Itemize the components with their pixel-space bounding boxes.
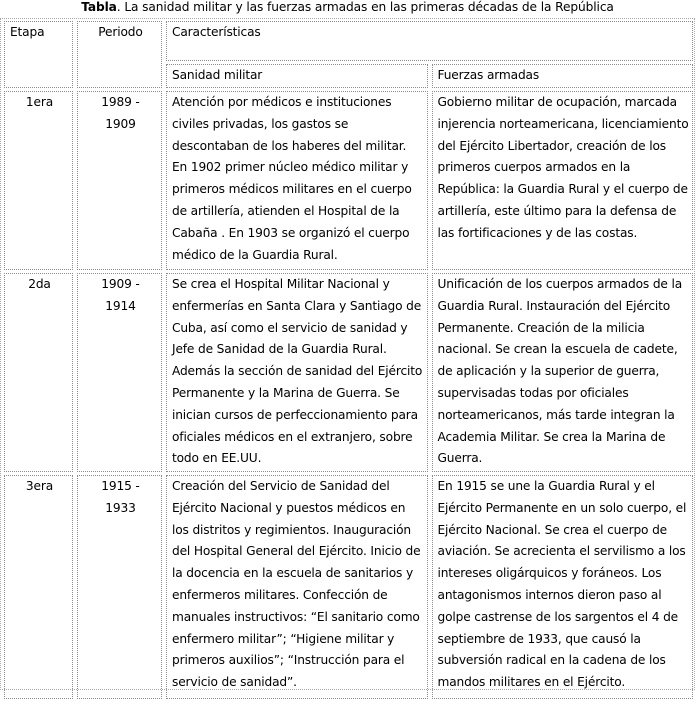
table-row [4,91,693,270]
fuerzas-armadas-text: En 1915 se une la Guardia Rural y el Ejército Permanente en un solo cuerpo, el Ejército Nacional. Se crea el cuerpo de aviación. Se acrecienta el servilismo a los intereses oligárquicos y foráneos. Los antagonismos internos dieron paso al golpe castrense de los sargentos el 4 de septiembre de 1933, que causó la subversión radical en la cadena de los mandos militares en el Ejército. [437,479,687,690]
header-caracteristicas-label: Características [172,25,261,39]
periodo-start: 1989 - [101,95,140,109]
data-table [0,18,695,702]
header-periodo [77,21,162,88]
cell-etapa [4,273,73,472]
sanidad-militar-text: Atención por médicos e instituciones civiles privadas, los gastos se descontaban de los haberes del militar. En 1902 primer núcleo médico militar y primeros médicos militares en el cuerpo de artillería, atienden el Hospital de la Cabaña . En 1903 se organizó el cuerpo médico de la Guardia Rural. [172,95,412,262]
cell-sanidad-militar [166,91,428,270]
sanidad-militar-text: Se crea el Hospital Militar Nacional y enfermerías en Santa Clara y Santiago de Cuba, así como el servicio de sanidad y Jefe de Sanidad de la Guardia Rural. Además la sección de sanidad del Ejército Permanente y la Marina de Guerra. Se inician cursos de perfeccionamiento para oficiales médicos en el extranjero, sobre todo en EE.UU. [172,277,423,466]
cell-sanidad-militar [166,475,428,699]
periodo-end: 1909 [105,116,136,131]
cell-periodo [77,475,162,699]
cell-sanidad-militar [166,273,428,472]
periodo-end: 1914 [105,298,136,313]
header-sanidad-militar-label: Sanidad militar [172,68,263,82]
etapa-value: 2da [28,277,51,291]
fuerzas-armadas-text: Gobierno militar de ocupación, marcada injerencia norteamericana, licenciamiento del Ejército Libertador, creación de los primeros cuerpos armados en la República: la Guardia Rural y el cuerpo de artillería, este último para la defensa de las fortificaciones y de las costas. [437,95,689,240]
header-etapa [4,21,73,88]
table-row [4,475,693,699]
fuerzas-armadas-text: Unificación de los cuerpos armados de la Guardia Rural. Instauración del Ejército Permanente. Creación de la milicia nacional. Se crean la escuela de cadete, de aplicación y la superior de guerra, supervisadas todas por oficiales norteamericanos, más tarde integran la Academia Militar. Se crea la Marina de Guerra. [437,277,683,466]
header-sanidad-militar [166,64,428,88]
header-fuerzas-armadas-label: Fuerzas armadas [437,68,540,82]
header-row [4,21,693,61]
cell-periodo [77,273,162,472]
header-caracteristicas [166,21,693,61]
cell-fuerzas-armadas [432,475,694,699]
caption-text: . La sanidad militar y las fuerzas armadas en las primeras décadas de la República [116,0,614,14]
periodo-start: 1909 - [101,277,140,291]
table-row [4,273,693,472]
etapa-value: 1era [25,95,54,109]
cell-fuerzas-armadas [432,273,694,472]
etapa-value: 3era [25,479,54,493]
cell-fuerzas-armadas [432,91,694,270]
header-fuerzas-armadas [432,64,694,88]
caption-label: Tabla [81,0,117,14]
cell-etapa [4,91,73,270]
periodo-start: 1915 - [101,479,140,493]
cell-etapa [4,475,73,699]
cell-periodo [77,91,162,270]
table-caption [0,0,695,15]
header-etapa-label: Etapa [10,25,45,39]
data-table-container [0,18,695,690]
sanidad-militar-text: Creación del Servicio de Sanidad del Ejército Nacional y puestos médicos en los distritos y regimientos. Inauguración del Hospital General del Ejército. Inicio de la docencia en la escuela de sanitarios y enfermeros militares. Confección de manuales instructivos: “El sanitario como enfermero militar”; “Higiene militar y primeros auxilios”; “Instrucción para el servicio de sanidad”. [172,479,421,690]
periodo-end: 1933 [105,500,136,515]
header-periodo-label: Periodo [98,25,143,39]
